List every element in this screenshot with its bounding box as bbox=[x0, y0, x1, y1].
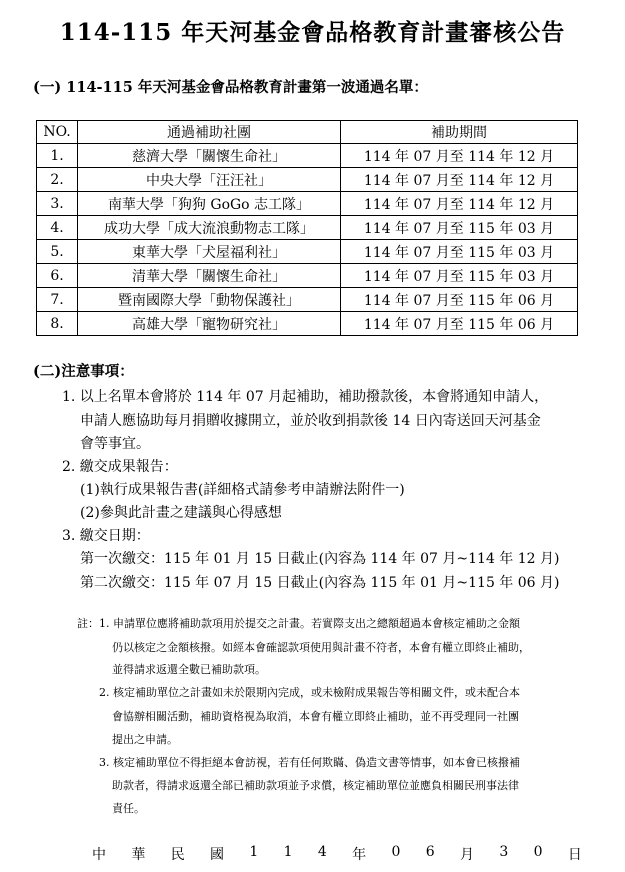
row-period: 114 年 07 月至 114 年 12 月 bbox=[341, 144, 578, 168]
table-row bbox=[37, 240, 578, 264]
row-club: 東華大學「犬屋福利社」 bbox=[78, 240, 341, 264]
note3-line3: 責任。 bbox=[112, 802, 145, 815]
notice-item3-title: 3. 繳交日期： bbox=[62, 528, 150, 544]
row-period: 114 年 07 月至 115 年 03 月 bbox=[341, 240, 578, 264]
date-char: 月 bbox=[460, 847, 475, 863]
note1-line1: 1. 申請單位應將補助款項用於提交之計畫。若實際支出之總額超過本會核定補助之金額 bbox=[99, 617, 520, 630]
date-char: 年 bbox=[352, 847, 367, 863]
notice-item2-sub1: (1)執行成果報告書(詳細格式請參考申請辦法附件一) bbox=[80, 482, 405, 498]
row-no: 6. bbox=[37, 264, 78, 288]
date-char: 1 bbox=[249, 844, 259, 860]
document-date bbox=[92, 844, 582, 864]
row-club: 高雄大學「寵物研究社」 bbox=[78, 312, 341, 336]
row-club: 清華大學「關懷生命社」 bbox=[78, 264, 341, 288]
notes-prefix: 註： bbox=[77, 617, 99, 630]
page-title: 114-115 年天河基金會品格教育計畫審核公告 bbox=[59, 19, 566, 46]
header-club: 通過補助社團 bbox=[78, 121, 341, 144]
notice-item3-sub2: 第二次繳交：115 年 07 月 15 日截止(內容為 115 年 01 月~115 年 06 月) bbox=[80, 575, 560, 591]
note2-line1: 2. 核定補助單位之計畫如未於限期內完成，或未檢附成果報告等相關文件，或未配合本 bbox=[99, 686, 520, 699]
row-club: 中央大學「汪汪社」 bbox=[78, 168, 341, 192]
notice-item1-line2: 申請人應協助每月捐贈收據開立，並於收到捐款後 14 日內寄送回天河基金 bbox=[80, 413, 541, 429]
row-no: 8. bbox=[37, 312, 78, 336]
date-char: 3 bbox=[499, 844, 509, 860]
note3-line1: 3. 核定補助單位不得拒絕本會訪視，若有任何欺瞞、偽造文書等情事，如本會已核撥補 bbox=[99, 756, 520, 769]
date-char: 6 bbox=[425, 844, 435, 860]
date-char: 日 bbox=[567, 847, 582, 863]
notice-item1-line3: 會等事宜。 bbox=[80, 436, 150, 452]
row-no: 1. bbox=[37, 144, 78, 168]
table-row bbox=[37, 264, 578, 288]
date-char: 中 bbox=[92, 847, 106, 863]
section1-heading: (一) 114-115 年天河基金會品格教育計畫第一波通過名單： bbox=[33, 79, 428, 96]
notice-item2-title: 2. 繳交成果報告： bbox=[62, 459, 178, 475]
note2-line3: 提出之申請。 bbox=[112, 733, 178, 746]
date-char: 1 bbox=[283, 844, 293, 860]
date-char: 0 bbox=[391, 844, 401, 860]
notice-item3-sub1: 第一次繳交：115 年 01 月 15 日截止(內容為 114 年 07 月~114 年 12 月) bbox=[80, 551, 560, 567]
table-row bbox=[37, 144, 578, 168]
row-period: 114 年 07 月至 115 年 06 月 bbox=[341, 312, 578, 336]
row-period: 114 年 07 月至 115 年 03 月 bbox=[341, 216, 578, 240]
row-no: 7. bbox=[37, 288, 78, 312]
table-row bbox=[37, 192, 578, 216]
row-period: 114 年 07 月至 115 年 03 月 bbox=[341, 264, 578, 288]
date-char: 國 bbox=[210, 847, 225, 863]
section2-heading: (二)注意事項： bbox=[33, 363, 134, 380]
note1-line2: 仍以核定之金額核撥。如經本會確認款項使用與計畫不符者，本會有權立即終止補助， bbox=[112, 641, 530, 654]
notice-item2-sub2: (2)參與此計畫之建議與心得感想 bbox=[80, 505, 282, 521]
note3-line2: 助款者，得請求返還全部已補助款項並予求償，核定補助單位並應負相關民刑事法律 bbox=[112, 779, 519, 792]
header-period: 補助期間 bbox=[341, 121, 578, 144]
row-club: 成功大學「成大流浪動物志工隊」 bbox=[78, 216, 341, 240]
table-row bbox=[37, 312, 578, 336]
row-period: 114 年 07 月至 115 年 06 月 bbox=[341, 288, 578, 312]
row-no: 4. bbox=[37, 216, 78, 240]
date-char: 華 bbox=[131, 847, 146, 863]
approved-clubs-table bbox=[36, 120, 578, 336]
row-no: 5. bbox=[37, 240, 78, 264]
row-club: 南華大學「狗狗 GoGo 志工隊」 bbox=[78, 192, 341, 216]
row-no: 2. bbox=[37, 168, 78, 192]
note2-line2: 會協辦相關活動，補助資格視為取消，本會有權立即終止補助，並不再受理同一社團 bbox=[112, 710, 519, 723]
row-no: 3. bbox=[37, 192, 78, 216]
table-header-row bbox=[37, 121, 578, 144]
date-char: 民 bbox=[170, 847, 185, 863]
table-row bbox=[37, 216, 578, 240]
table-row bbox=[37, 288, 578, 312]
row-period: 114 年 07 月至 114 年 12 月 bbox=[341, 192, 578, 216]
row-club: 慈濟大學「關懷生命社」 bbox=[78, 144, 341, 168]
date-char: 4 bbox=[317, 844, 327, 860]
row-club: 暨南國際大學「動物保護社」 bbox=[78, 288, 341, 312]
notice-item1-line1: 1. 以上名單本會將於 114 年 07 月起補助，補助撥款後，本會將通知申請人， bbox=[62, 389, 549, 405]
table-row bbox=[37, 168, 578, 192]
date-char: 0 bbox=[533, 844, 543, 860]
header-no: NO. bbox=[37, 121, 78, 144]
row-period: 114 年 07 月至 114 年 12 月 bbox=[341, 168, 578, 192]
note1-line3: 並得請求返還全數已補助款項。 bbox=[112, 663, 266, 676]
